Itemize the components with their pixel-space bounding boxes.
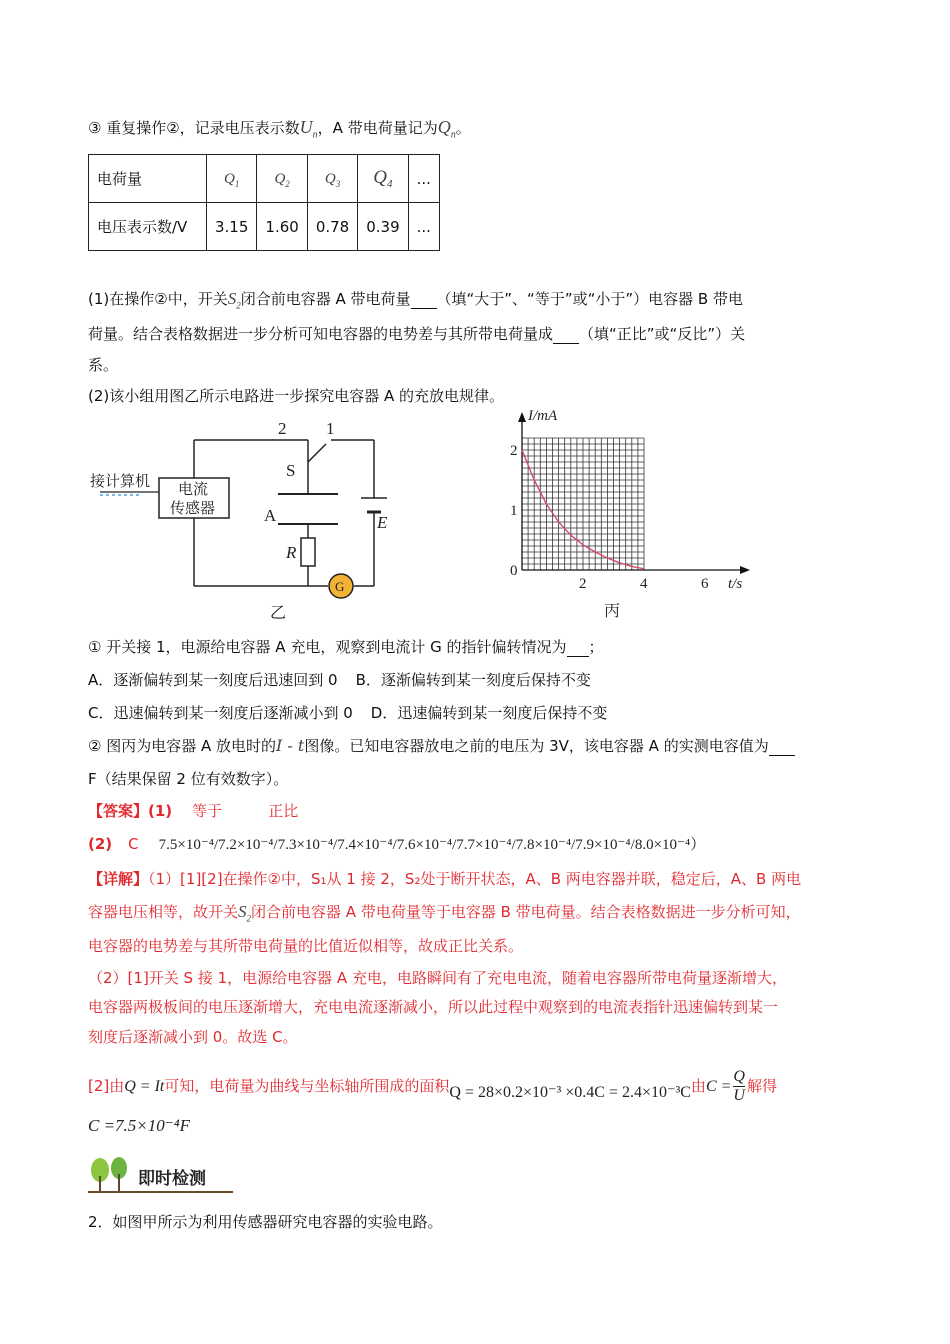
x-axis-label: t/s [728, 576, 743, 592]
table-cell: ... [408, 155, 439, 203]
y-axis-arrow [518, 412, 526, 422]
option-a: A．逐渐偏转到某一刻度后迅速回到 0 [88, 671, 338, 689]
detail-line5: 电容器两极板间的电压逐渐增大，充电电流逐渐减小，所以此过程中观察到的电流表指针迅速偏转到某一 [88, 998, 779, 1016]
answer-blank [769, 737, 795, 756]
step3-line: ③ 重复操作②，记录电压表示数$U_n$，A 带电荷量记为$Q_n$。 [88, 117, 471, 141]
subq2: ② 图丙为电容器 A 放电时的I - t图像。已知电容器放电之前的电压为 3V，该电容器 A 的实测电容值为 [88, 735, 795, 756]
subq2-tail: F（结果保留 2 位有效数字）。 [88, 770, 289, 788]
answer-blank [411, 290, 437, 309]
table-row [89, 155, 440, 203]
answer-blank [553, 325, 579, 344]
label-s: S [286, 461, 296, 480]
detail-line1: 【详解】（1）[1][2]在操作②中，S₁从 1 接 2，S₂处于断开状态，A、B 两电容器并联，稳定后，A、B 两电 [88, 870, 802, 888]
table-cell: 0.78 [307, 203, 357, 251]
y-tick-label: 1 [510, 503, 518, 519]
detail-label: 【详解】 [88, 870, 149, 888]
x-tick-label: 4 [640, 576, 648, 592]
table-header-charge: 电荷量 [89, 155, 207, 203]
q2-intro: (2)该小组用图乙所示电路进一步探究电容器 A 的充放电规律。 [88, 387, 505, 405]
label-2: 2 [278, 420, 287, 438]
section-title: 即时检测 [138, 1169, 206, 1189]
caption-yi: 乙 [270, 603, 287, 622]
detail-line4: （2）[1]开关 S 接 1，电源给电容器 A 充电，电路瞬间有了充电电流，随着电容器所带电荷量逐渐增大， [88, 969, 787, 987]
sensor-label-line1: 电流 [178, 480, 209, 498]
options-ab [88, 669, 591, 690]
detail-line8: C =7.5×10⁻⁴F [88, 1116, 191, 1135]
option-d: D．迅速偏转到某一刻度后保持不变 [370, 704, 608, 722]
q1-line1: (1)在操作②中，开关$S_2$闭合前电容器 A 带电荷量 （填“大于”、“等于”或“小于”）电容器 B 带电 [88, 289, 743, 311]
y-tick-label: 2 [510, 443, 518, 459]
label-computer: 接计算机 [90, 472, 151, 490]
label-g: G [335, 579, 345, 594]
label-a: A [264, 506, 277, 525]
q1-line3: 系。 [88, 356, 119, 374]
next-question: 2．如图甲所示为利用传感器研究电容器的实验电路。 [88, 1213, 443, 1231]
table-cell: $Q_2$ [257, 155, 307, 203]
answer-line1: 【答案】(1) 等于 正比 [88, 802, 299, 820]
option-c: C．迅速偏转到某一刻度后逐渐减小到 0 [88, 704, 353, 722]
table-cell: $Q_3$ [307, 155, 357, 203]
detail-line2: 容器电压相等，故开关$S_2$闭合前电容器 A 带电荷量等于电容器 B 带电荷量。结合表格数据进一步分析可知， [88, 902, 801, 924]
var-u: $U_n$ [299, 117, 318, 141]
fraction-q-over-u: $\frac{Q}{U}$ [733, 1068, 745, 1104]
x-tick-label: 6 [701, 576, 709, 592]
y-tick-label: 0 [510, 563, 518, 579]
answer-blank [567, 638, 589, 657]
step3-text-b: ，A 带电荷量记为 [317, 119, 438, 137]
step3-text-a: ③ 重复操作②，记录电压表示数 [88, 119, 300, 137]
detail-line3: 电容器的电势差与其所带电荷量的比值近似相等，故成正比关系。 [88, 937, 524, 955]
data-table [88, 154, 440, 251]
table-cell: $Q_4$ [358, 155, 408, 203]
table-header-voltage: 电压表示数/V [89, 203, 207, 251]
answer-label: 【答案】 [88, 802, 149, 820]
detail-line7: [2]由Q = It可知，电荷量为曲线与坐标轴所围成的面积Q = 28×0.2×10⁻³ ×0.4C = 2.4×10⁻³C由C = $\frac{Q}{U}$ 解得 [88, 1068, 777, 1104]
caption-bing: 丙 [604, 601, 621, 620]
label-1: 1 [326, 420, 335, 438]
section-banner [88, 1156, 233, 1194]
label-e: E [377, 513, 388, 532]
table-cell: $Q_1$ [207, 155, 257, 203]
table-cell: 1.60 [257, 203, 307, 251]
options-cd [88, 702, 607, 723]
label-r: R [286, 543, 297, 562]
y-axis-label: I/mA [528, 408, 558, 424]
table-cell: 3.15 [207, 203, 257, 251]
x-tick-label: 2 [579, 576, 587, 592]
discharge-chart [500, 408, 770, 628]
detail-line6: 刻度后逐渐减小到 0。故选 C。 [88, 1028, 298, 1046]
circuit-diagram [86, 420, 416, 625]
subq1: ① 开关接 1，电源给电容器 A 充电，观察到电流计 G 的指针偏转情况为 ； [88, 638, 604, 656]
table-cell: ... [408, 203, 439, 251]
q1-line2: 荷量。结合表格数据进一步分析可知电容器的电势差与其所带电荷量成 （填“正比”或“反比”）关 [88, 325, 746, 343]
answer-line2: (2) C 7.5×10⁻⁴/7.2×10⁻⁴/7.3×10⁻⁴/7.4×10⁻⁴/7.6×10⁻⁴/7.7×10⁻⁴/7.8×10⁻⁴/7.9×10⁻⁴/8.0×10⁻⁴） [88, 835, 706, 853]
var-q: $Q_n$ [437, 117, 456, 141]
table-cell: 0.39 [358, 203, 408, 251]
option-b: B．逐渐偏转到某一刻度后保持不变 [355, 671, 591, 689]
sensor-label-line2: 传感器 [170, 499, 216, 517]
x-axis-arrow [740, 566, 750, 574]
table-row [89, 203, 440, 251]
